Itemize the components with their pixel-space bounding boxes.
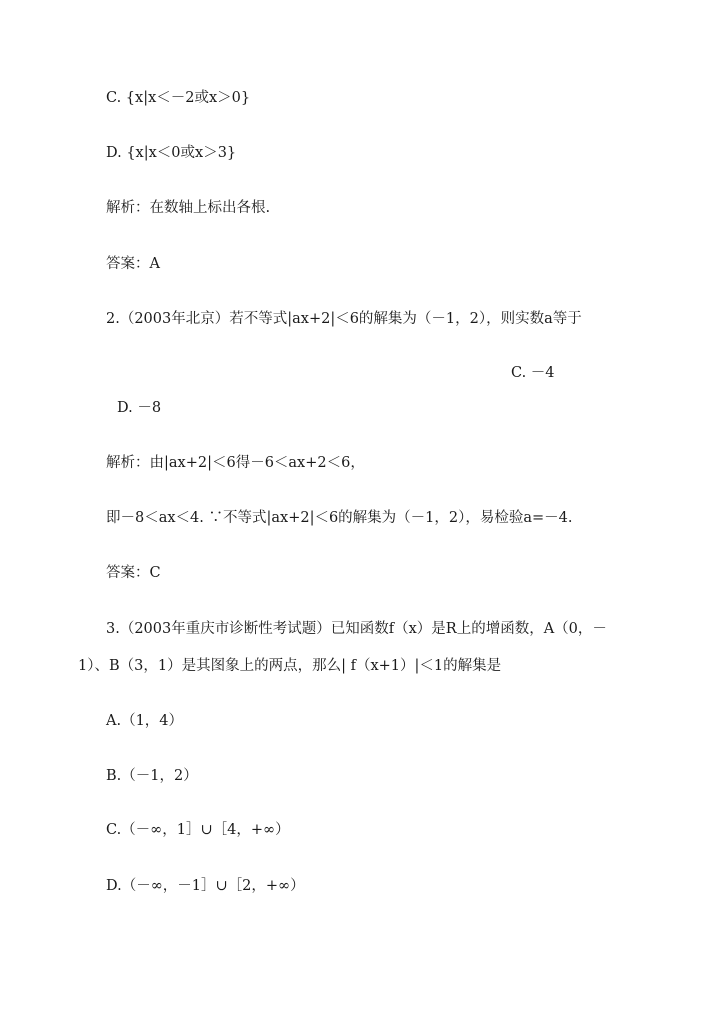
question-3-option-b: B.（－1，2） (106, 768, 198, 784)
question-3-option-a: A.（1，4） (106, 713, 184, 729)
option-d-line: D. {x|x＜0或x＞3} (106, 145, 237, 161)
analysis-line: 解析：在数轴上标出各根. (106, 200, 271, 216)
option-c-line: C. {x|x＜－2或x＞0} (106, 90, 251, 106)
question-3-option-d: D.（－∞，－1］∪［2，+∞） (106, 878, 305, 894)
question-2-option-d: D. －8 (117, 400, 162, 416)
question-2-analysis-2: 即－8＜ax＜4. ∵不等式|ax+2|＜6的解集为（－1，2），易检验a=－4. (106, 510, 573, 526)
answer-line: 答案：A (106, 256, 160, 272)
question-2-option-c: C. －4 (511, 365, 555, 381)
question-3-option-c: C.（－∞，1］∪［4，+∞） (106, 822, 290, 838)
question-3-text-2: 1）、B（3，1）是其图象上的两点，那么| f（x+1）|＜1的解集是 (78, 658, 502, 674)
question-2-answer: 答案：C (106, 565, 161, 581)
question-3-text-1: 3.（2003年重庆市诊断性考试题）已知函数f（x）是R上的增函数，A（0，－ (106, 621, 607, 637)
question-2-analysis-1: 解析：由|ax+2|＜6得－6＜ax+2＜6， (106, 455, 365, 471)
question-2-text: 2.（2003年北京）若不等式|ax+2|＜6的解集为（－1，2），则实数a等于 (106, 311, 582, 327)
